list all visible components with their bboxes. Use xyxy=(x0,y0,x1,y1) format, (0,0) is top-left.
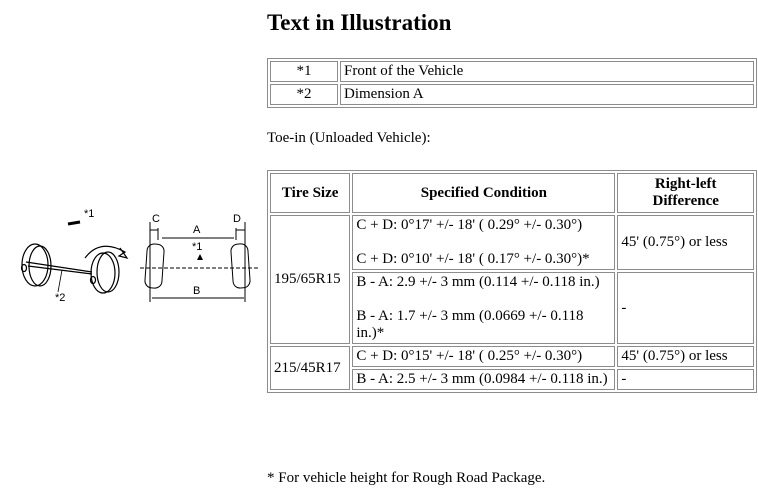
table-row xyxy=(270,346,754,367)
condition-cell xyxy=(352,369,615,390)
difference-cell: 45' (0.75°) or less xyxy=(617,215,754,270)
legend-text: Front of the Vehicle xyxy=(340,61,754,82)
tire-size-cell: 195/65R15 xyxy=(270,215,350,344)
perspective-view xyxy=(22,222,128,293)
label-dimension-a: *2 xyxy=(55,292,66,304)
condition-line: C + D: 0°17' +/- 18' ( 0.29° +/- 0.30°) xyxy=(356,217,583,233)
difference-cell: - xyxy=(617,369,754,390)
legend-num: *2 xyxy=(270,84,338,105)
label-front-arrow: *1 xyxy=(192,241,203,253)
condition-line: C + D: 0°10' +/- 18' ( 0.17° +/- 0.30°)* xyxy=(356,251,590,267)
footnote: * For vehicle height for Rough Road Package. xyxy=(267,470,546,486)
header-tire-size: Tire Size xyxy=(270,173,350,213)
condition-line: B - A: 2.5 +/- 3 mm (0.0984 +/- 0.118 in.) xyxy=(356,371,608,387)
toe-in-diagram xyxy=(0,200,265,310)
page-title: Text in Illustration xyxy=(267,10,452,35)
condition-cell xyxy=(352,215,615,270)
difference-cell: - xyxy=(617,272,754,344)
condition-cell xyxy=(352,272,615,344)
label-d: D xyxy=(233,213,241,225)
label-c: C xyxy=(152,213,160,225)
toe-in-illustration xyxy=(0,200,265,310)
label-front: *1 xyxy=(84,208,95,220)
condition-cell xyxy=(352,346,615,367)
label-b: B xyxy=(193,285,201,297)
legend-row xyxy=(270,61,754,82)
header-specified-condition: Specified Condition xyxy=(352,173,615,213)
difference-cell: 45' (0.75°) or less xyxy=(617,346,754,367)
condition-line: B - A: 1.7 +/- 3 mm (0.0669 +/- 0.118 in.)* xyxy=(356,308,584,341)
spec-table xyxy=(267,170,757,393)
legend-num: *1 xyxy=(270,61,338,82)
legend-table xyxy=(267,58,757,108)
label-a: A xyxy=(193,224,201,236)
condition-line: C + D: 0°15' +/- 18' ( 0.25° +/- 0.30°) xyxy=(356,348,583,364)
legend-text: Dimension A xyxy=(340,84,754,105)
header-row xyxy=(270,173,754,213)
toe-in-caption: Toe-in (Unloaded Vehicle): xyxy=(267,130,431,146)
table-row xyxy=(270,215,754,270)
condition-line: B - A: 2.9 +/- 3 mm (0.114 +/- 0.118 in.) xyxy=(356,274,600,290)
legend-row xyxy=(270,84,754,105)
tire-size-cell: 215/45R17 xyxy=(270,346,350,390)
header-right-left-difference: Right-left Difference xyxy=(617,173,754,213)
